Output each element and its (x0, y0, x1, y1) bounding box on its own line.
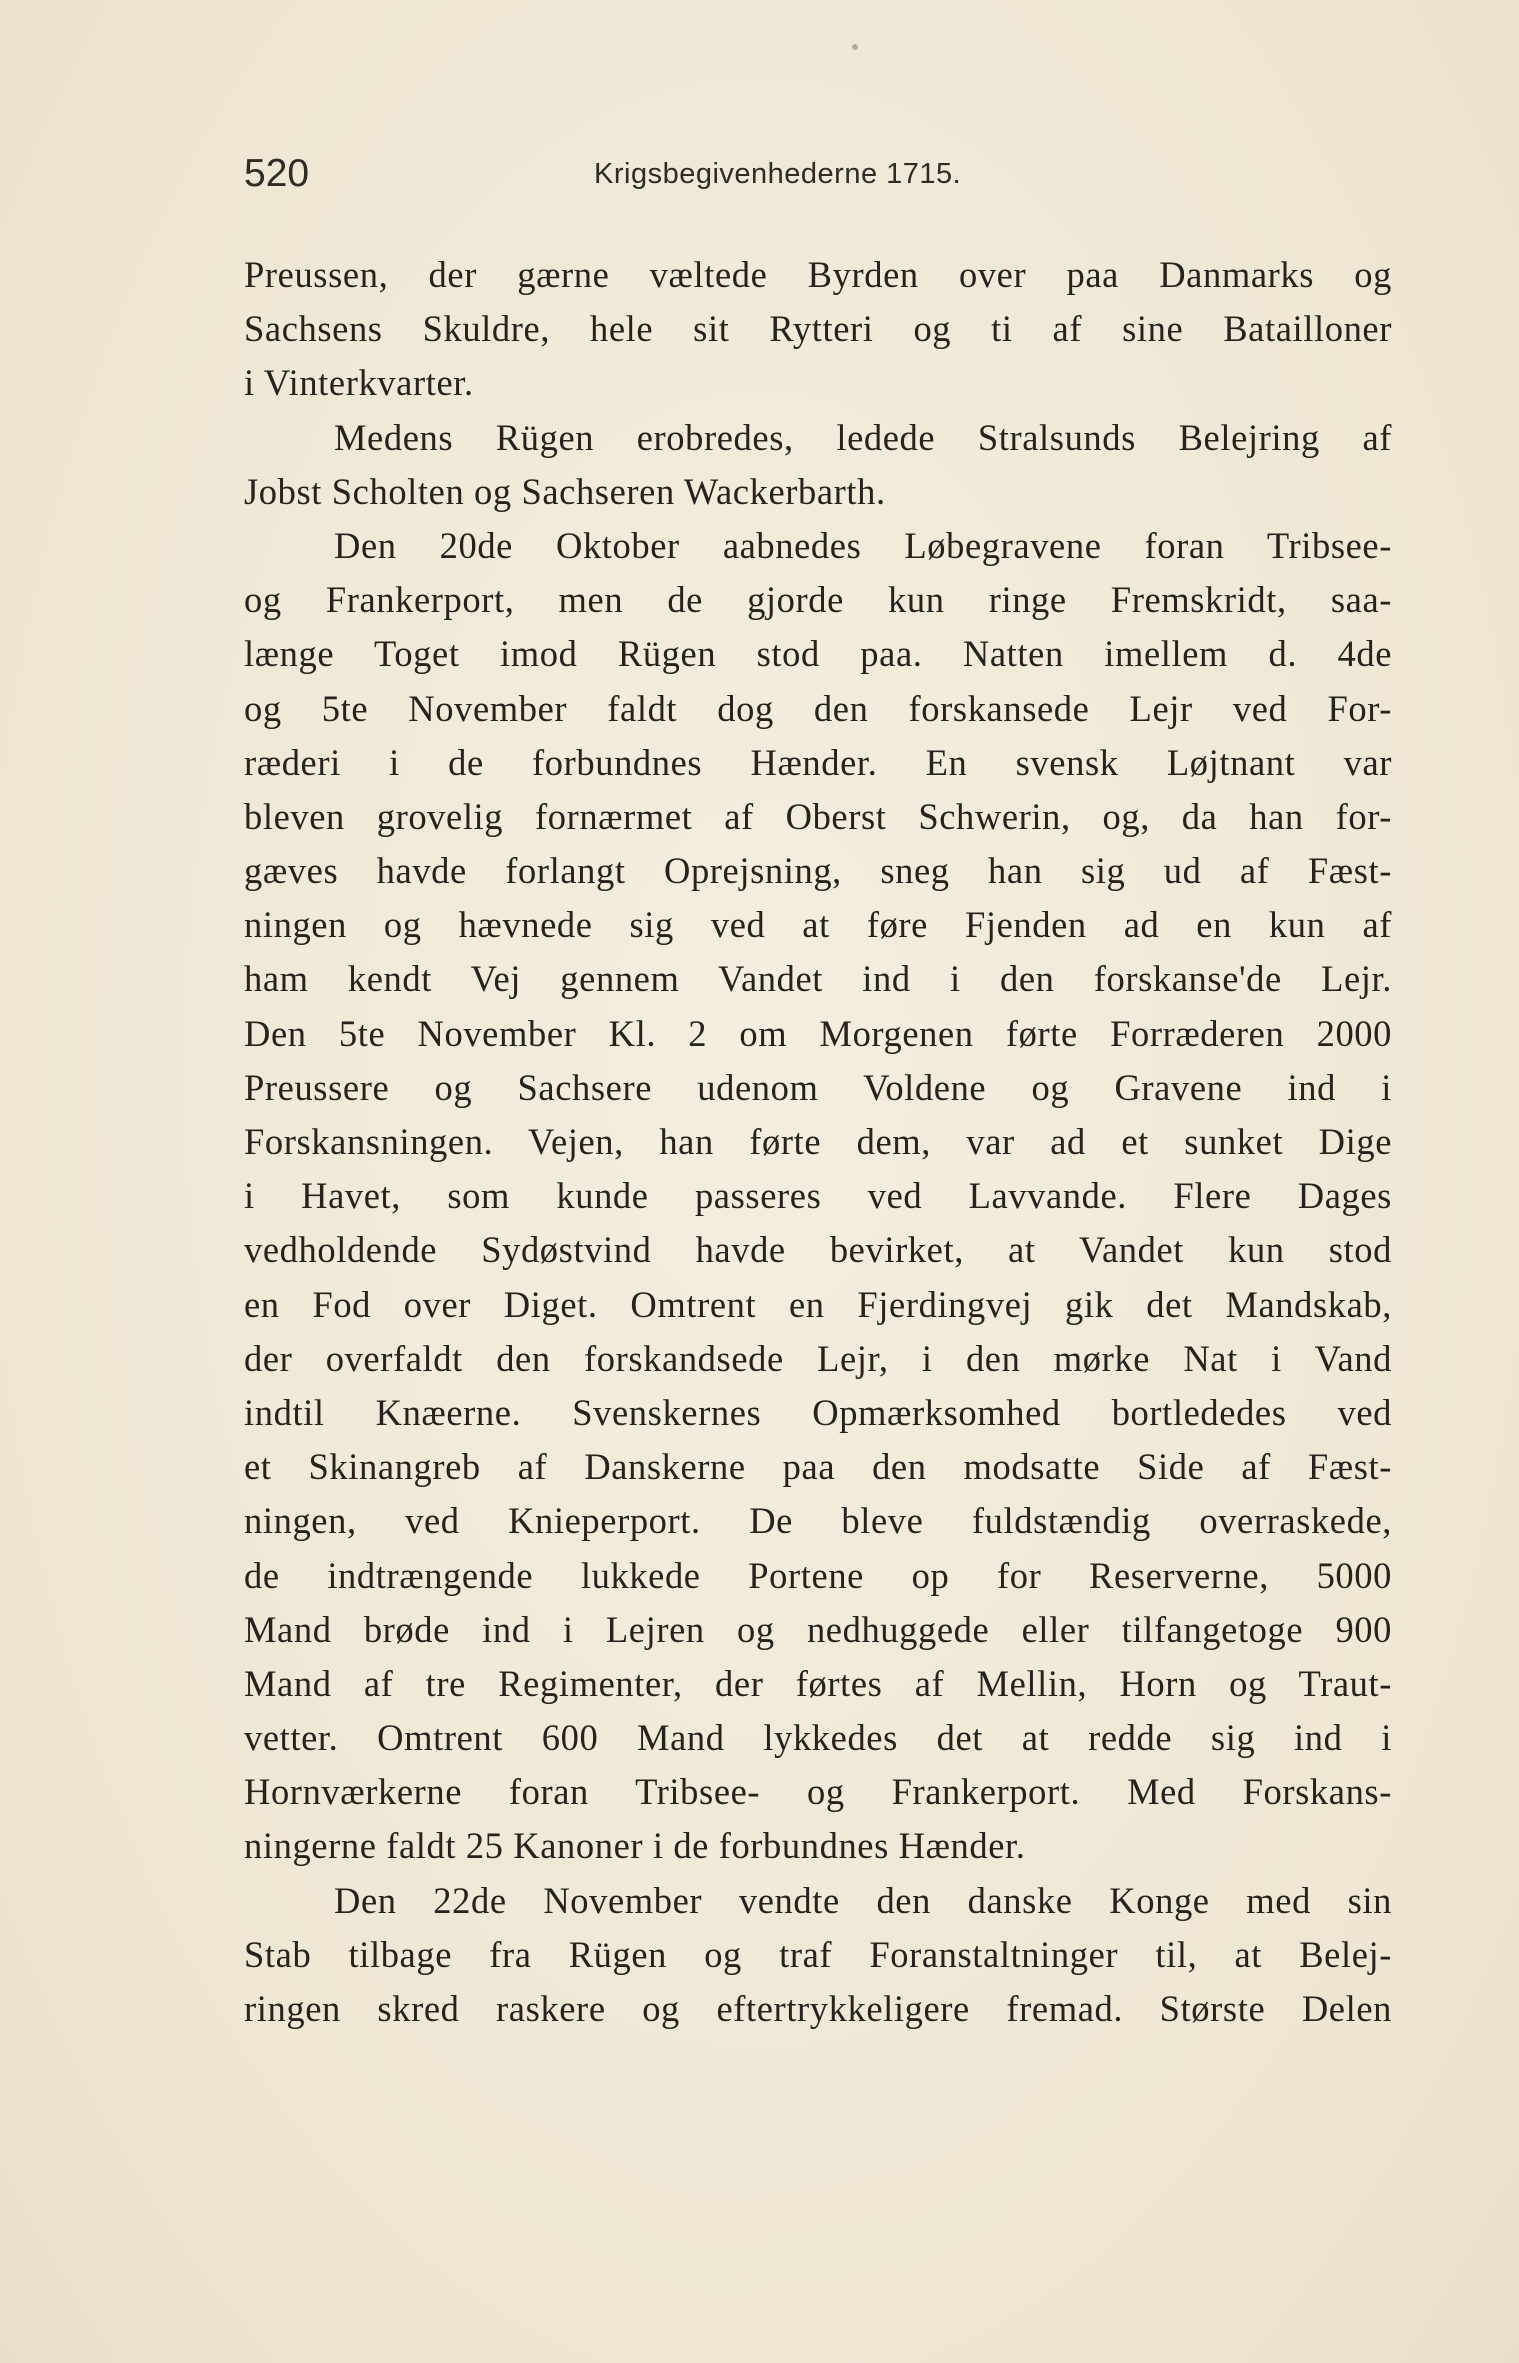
text-line: ningen og hævnede sig ved at føre Fjenden ad en kun af (244, 904, 1392, 946)
text-line: ræderi i de forbundnes Hænder. En svensk Løjtnant var (244, 741, 1392, 783)
text-line: Forskansningen. Vejen, han førte dem, var ad et sunket Dige (244, 1121, 1392, 1162)
text-line: Mand brøde ind i Lejren og nedhuggede eller tilfangetoge 900 (244, 1608, 1392, 1650)
text-line: en Fod over Diget. Omtrent en Fjerdingvej gik det Mandskab, (244, 1283, 1392, 1325)
text-line: ringen skred raskere og eftertrykkeligere fremad. Største Delen (244, 1988, 1392, 2029)
text-line: de indtrængende lukkede Portene op for Reserverne, 5000 (244, 1554, 1392, 1596)
text-line: Den 22de November vendte den danske Konge med sin (334, 1879, 1392, 1921)
text-line: vetter. Omtrent 600 Mand lykkedes det at redde sig ind i (244, 1717, 1392, 1759)
text-line: Stab tilbage fra Rügen og traf Foranstaltninger til, at Belej- (244, 1933, 1392, 1975)
text-line: ningen, ved Knieperport. De bleve fuldstændig overraskede, (244, 1500, 1392, 1542)
text-line: Preussere og Sachsere udenom Voldene og Gravene ind i (244, 1066, 1392, 1108)
text-line: Preussen, der gærne væltede Byrden over paa Danmarks og (244, 254, 1392, 295)
text-line: Medens Rügen erobredes, ledede Stralsunds Belejring af (334, 416, 1392, 458)
body-text (244, 248, 1392, 2036)
text-line: i Havet, som kunde passeres ved Lavvande. Flere Dages (244, 1175, 1392, 1217)
text-line: længe Toget imod Rügen stod paa. Natten imellem d. 4de (244, 633, 1392, 675)
text-line: ham kendt Vej gennem Vandet ind i den forskanse'de Lejr. (244, 958, 1392, 1000)
running-head: Krigsbegivenhederne 1715. (594, 158, 962, 190)
text-line: Den 5te November Kl. 2 om Morgenen førte Forræderen 2000 (244, 1012, 1392, 1054)
text-line: i Vinterkvarter. (244, 362, 474, 404)
text-line: bleven grovelig fornærmet af Oberst Schwerin, og, da han for- (244, 795, 1392, 837)
text-line: og 5te November faldt dog den forskansede Lejr ved For- (244, 687, 1392, 729)
text-line: Jobst Scholten og Sachseren Wackerbarth. (244, 470, 886, 512)
ink-speck (852, 44, 858, 50)
text-line: Mand af tre Regimenter, der førtes af Mellin, Horn og Traut- (244, 1662, 1392, 1704)
text-line: gæves havde forlangt Oprejsning, sneg han sig ud af Fæst- (244, 850, 1392, 892)
text-line: Den 20de Oktober aabnedes Løbegravene foran Tribsee- (334, 524, 1392, 566)
text-line: og Frankerport, men de gjorde kun ringe Fremskridt, saa- (244, 579, 1392, 621)
text-line: Hornværkerne foran Tribsee- og Frankerport. Med Forskans- (244, 1771, 1392, 1813)
text-line: et Skinangreb af Danskerne paa den modsatte Side af Fæst- (244, 1446, 1392, 1488)
page-header (244, 152, 1394, 202)
text-line: der overfaldt den forskandsede Lejr, i den mørke Nat i Vand (244, 1337, 1392, 1379)
page-number: 520 (244, 152, 310, 195)
text-line: Sachsens Skuldre, hele sit Rytteri og ti af sine Batailloner (244, 308, 1392, 350)
text-line: indtil Knæerne. Svenskernes Opmærksomhed bortlededes ved (244, 1391, 1392, 1433)
text-line: ningerne faldt 25 Kanoner i de forbundnes Hænder. (244, 1825, 1026, 1867)
text-line: vedholdende Sydøstvind havde bevirket, at Vandet kun stod (244, 1229, 1392, 1271)
